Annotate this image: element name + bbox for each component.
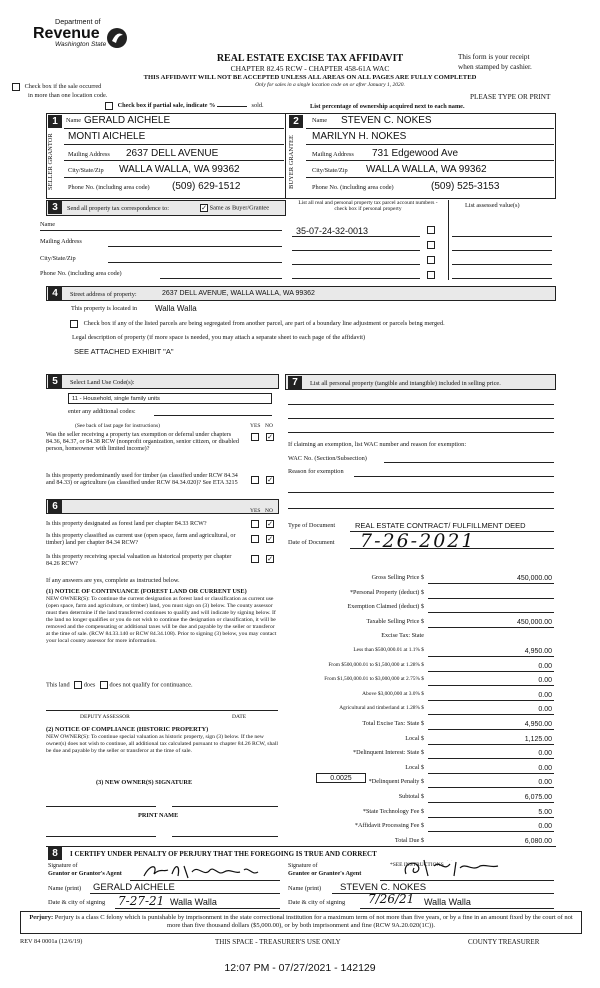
street-value[interactable]: 2637 DELL AVENUE, WALLA WALLA, WA 99362 [162,290,315,297]
tax-row-line [428,583,554,584]
tax-row-label: Local $ [405,763,424,771]
seller-phone[interactable]: (509) 629-1512 [172,181,241,192]
grantor-signature[interactable] [140,860,280,882]
parcel-line4 [292,278,420,279]
doc-date-value[interactable]: 7-26-2021 [360,530,476,552]
tax-row-label: Exemption Claimed (deduct) $ [347,603,424,611]
tax-row-value[interactable]: 450,000.00 [516,618,552,626]
buyer-name-label: Name [312,117,328,124]
treasurer-space: THIS SPACE - TREASURER'S USE ONLY [215,938,341,946]
tax-row-value[interactable]: 0.00 [538,779,552,787]
tax-row-value[interactable]: 1,125.00 [524,735,552,743]
grantee-sig-label2: Grantee or Grantee's Agent [288,870,362,877]
section-5-number: 5 [48,375,62,388]
buyer-address[interactable]: 731 Edgewood Ave [372,148,459,159]
this-land-label: This land [46,681,70,689]
tax-row-label: *Personal Property (deduct) $ [349,588,424,596]
parcel-checkbox-4[interactable] [427,271,435,279]
seller-address[interactable]: 2637 DELL AVENUE [126,148,219,159]
print-name-line2 [172,836,278,837]
sold-label: sold. [251,102,264,110]
s6-question1: Is this property designated as forest land per chapter 84.33 RCW? [46,521,207,527]
tax-row-value[interactable]: 0.00 [538,750,552,758]
receipt-note1: This form is your receipt [458,53,530,61]
notice2-body: NEW OWNER(S): To continue special valuation as historic property, sign (3) below. If the new owner(s) does not wish to continue, all additional tax calculated pursuant to chapter 84.26 RCW, shall be due and payable by the seller or transferor at the time of sale. [46,734,278,754]
doc-type-label: Type of Document [288,522,336,529]
parcel-line1 [292,236,420,237]
same-as-row [200,204,269,212]
does-not-checkbox[interactable] [100,681,108,689]
tax-row-line [428,714,554,715]
tax-row-value[interactable]: 0.00 [538,764,552,772]
street-label: Street address of property: [70,291,137,298]
s5-q2-yes[interactable] [251,476,259,484]
buyer-city-label: City/State/Zip [312,167,348,174]
tax-row-line [428,612,554,613]
s6-question2: Is this property classified as current use (open space, farm and agricultural, or timber) land per chapter 84.34 RCW? [46,533,236,546]
seller-row-line1 [64,128,284,129]
legal-label: Legal description of property (if more space is needed, you may attach a separate sheet to each page of the affidavit) [72,334,366,341]
seller-name-label: Name [66,117,82,124]
local-rate-field[interactable]: 0.0025 [316,773,366,783]
buyer-phone-label: Phone No. (including area code) [312,184,394,191]
s5-yes-label: YES [250,423,261,429]
doc-date-label: Date of Document [288,539,335,546]
tax-row-line [428,656,554,657]
section-6-number: 6 [48,500,62,513]
receipt-stamp: 12:07 PM - 07/27/2021 - 142129 [224,962,376,974]
s3-line3 [108,262,282,263]
grantor-date-label: Date & city of signing [48,899,106,906]
buyer-address-label: Mailing Address [312,151,354,158]
multi-location-label2: in more than one location code. [28,92,108,99]
parcel-checkbox-3[interactable] [427,256,435,264]
buyer-row-line1 [306,128,554,129]
other-codes-label: enter any additional codes: [68,408,136,415]
ownership-note: List percentage of ownership acquired next to each name. [310,103,465,110]
land-use-select[interactable]: 11 - Household, single family units [68,393,272,404]
s5-no-label: NO [265,423,273,429]
s7-line1 [288,404,554,405]
parcel-number[interactable]: 35-07-24-32-0013 [296,226,369,236]
perjury-box [20,911,582,934]
assessed-line1 [452,236,552,237]
tax-row-label: Excise Tax: State [381,632,424,640]
deputy-line [46,710,278,711]
dept-line1: Department of [55,17,101,26]
grantee-date-line [360,908,554,909]
notice1-body: NEW OWNER(S): To continue the current designation as forest land or classification as current use (open space, farm and agriculture, or timber) land, you must sign on (3) below. The county assessor must then determine if the land transferred continues to qualify and will indicate by signing below. If the land no longer qualifies or you do not wish to continue the designation or classification, it will be removed and the compensating or additional taxes will be due and payable by the seller or transferor at the time of sale. (RCW 84.33.140 or RCW 84.34.108). Prior to signing (3) below, you may contact your local county assessor for more information. [46,596,277,644]
partial-sale-checkbox[interactable] [105,102,113,110]
buyer-city[interactable]: WALLA WALLA, WA 99362 [366,164,487,175]
land-use-label: Select Land Use Code(s): [70,379,135,386]
exemption-label: If claiming an exemption, list WAC number and reason for exemption: [288,441,467,448]
section-2-number: 2 [289,115,303,128]
print-name-line1 [46,836,156,837]
grantee-signature[interactable] [400,856,520,880]
grantor-sig-line [130,880,280,881]
section-8-number: 8 [48,847,62,860]
grantee-city[interactable]: Walla Walla [424,897,471,907]
grantee-name-line [332,893,554,894]
tax-row-label: Agricultural and timberland at 1.28% $ [339,705,424,712]
s3-line1 [40,230,282,231]
grantor-sig-label2: Grantor or Grantor's Agent [48,870,122,877]
notice2-title: (2) NOTICE OF COMPLIANCE (HISTORIC PROPERTY) [46,726,209,733]
s5-q2-no[interactable]: ✓ [267,476,273,484]
s3-city-label: City/State/Zip [40,255,76,262]
receipt-note2: when stamped by cashier. [458,63,532,71]
buyer-name2[interactable]: MARILYN H. NOKES [312,131,407,142]
deputy-label: DEPUTY ASSESSOR [80,714,130,720]
s3-line4 [160,278,282,279]
tax-row-line [428,787,554,788]
tax-row-label: Gross Selling Price $ [371,574,424,581]
assessed-line3 [452,264,552,265]
seller-name1[interactable]: GERALD AICHELE [84,115,171,126]
reason-label: Reason for exemption [288,468,344,475]
same-as-label: Same as Buyer/Grantee [209,204,270,212]
this-land-row [46,681,193,689]
personal-prop-label: List all personal property (tangible and intangible) included in selling price. [310,380,501,387]
subwarning-line: Only for sales in a single location code on or after January 1, 2020. [255,82,405,88]
tax-row-line [428,817,554,818]
perjury-text: Perjury is a class C felony which is punishable by imprisonment in the state correctional institution for a maximum term of not more than five years, or by a fine in an amount fixed by the court of not more than five thousand dollars ($5,000.00), or by both imprisonment and fine (RCW 9A.20.020(1C)). [54,914,573,929]
reason-line2 [288,492,554,493]
seller-row-line2 [64,144,284,145]
s3-line2 [108,246,282,247]
tax-row-label: *State Technology Fee $ [362,807,424,815]
legal-value[interactable]: SEE ATTACHED EXHIBIT "A" [74,347,174,356]
s6-no-label: NO [265,508,273,514]
seller-row-line4 [64,177,284,178]
grantor-date-line [115,908,280,909]
assessed-line4 [452,278,552,279]
tax-row-line [428,671,554,672]
segregated-checkbox[interactable] [70,320,78,328]
seller-side-label: SELLER GRANTOR [47,133,54,191]
send-to-label: Send all property tax correspondence to: [67,205,169,212]
tax-row-label: Total Due $ [394,836,424,844]
tax-row-line [428,773,554,774]
tax-row-label: From $500,000.01 to $1,500,000 at 1.28% $ [328,661,424,668]
dept-line3: Washington State [55,41,107,48]
tax-row-label: *Affidavit Processing Fee $ [354,822,424,830]
section-3-number: 3 [48,201,62,214]
located-label: This property is located in [71,305,138,312]
tax-row-line [428,685,554,686]
tax-row-label: Above $3,000,000 at 3.0% $ [362,690,424,697]
grantor-name[interactable]: GERALD AICHELE [93,882,175,893]
grantor-sig-label1: Signature of [48,863,78,869]
section-7-number: 7 [288,376,302,389]
print-name-label: PRINT NAME [138,812,179,819]
tax-row-value[interactable]: 6,075.00 [524,794,552,801]
tax-row-line [428,758,554,759]
does-checkbox[interactable] [74,681,82,689]
tax-row-label: Less than $500,000.01 at 1.1% $ [353,647,424,653]
wac-line [384,462,554,463]
s5-q1-yes[interactable] [251,433,259,441]
tax-row-line [428,831,554,832]
tax-row-line [428,627,554,628]
multi-location-checkbox[interactable] [12,83,20,91]
tax-row-value[interactable]: 4,950.00 [524,721,552,728]
buyer-row-line4 [306,177,554,178]
see-instructions: *SEE INSTRUCTIONS [390,862,444,868]
tax-row-value[interactable]: 6,080.00 [524,837,552,845]
tax-row-line [428,802,554,803]
tax-row-label: *Delinquent Penalty $ [368,778,424,786]
buyer-phone[interactable]: (509) 525-3153 [431,181,500,192]
section-6-bar [46,499,279,514]
parcel-checkbox-2[interactable] [427,241,435,249]
other-codes-line [154,415,272,416]
grantee-name-label: Name (print) [288,885,322,892]
s6-q2-no[interactable]: ✓ [267,535,273,543]
does-not-label: does not qualify for continuance. [109,681,193,689]
notice1-title: (1) NOTICE OF CONTINUANCE (FOREST LAND OR CURRENT USE) [46,588,247,595]
tax-row-line [428,729,554,730]
reason-line3 [288,508,554,509]
perjury-label: Perjury: [29,914,54,921]
doc-date-line [350,548,554,549]
multi-location-label: Check box if the sale occurred [24,83,102,91]
warning-line: THIS AFFIDAVIT WILL NOT BE ACCEPTED UNLESS ALL AREAS ON ALL PAGES ARE FULLY COMPLETED [143,74,477,81]
s6-q3-yes[interactable] [251,555,259,563]
tax-row-label: Taxable Selling Price $ [366,617,424,625]
grantee-date[interactable]: 7/26/21 [368,892,415,906]
s3-mailing-label: Mailing Address [40,238,82,245]
grantor-city[interactable]: Walla Walla [170,897,217,907]
partial-sale-field[interactable] [217,106,247,107]
revenue-logo [33,17,133,48]
grantee-sig-line [380,880,554,881]
s7-line3 [288,432,554,433]
buyer-name1[interactable]: STEVEN C. NOKES [341,115,432,126]
grantor-name-label: Name (print) [48,885,82,892]
partial-sale-row [105,102,264,110]
seller-phone-label: Phone No. (including area code) [68,184,150,191]
does-label: does [83,681,96,689]
tax-row-label: *Delinquent Interest: State $ [353,749,424,757]
segregated-label: Check box if any of the listed parcels are being segregated from another parcel, are part of a boundary line adjustment or parcels being merged. [83,320,445,328]
wac-label: WAC No. (Section/Subsection) [288,455,367,462]
s6-q3-no[interactable]: ✓ [267,555,273,563]
assessed-line2 [452,250,552,251]
tax-row-label: Total Excise Tax: State $ [362,720,424,727]
deputy-date-label: DATE [232,714,247,720]
same-as-checkbox[interactable]: ✓ [201,204,207,212]
certify-line: I CERTIFY UNDER PENALTY OF PERJURY THAT THE FOREGOING IS TRUE AND CORRECT [70,850,377,858]
s3-phone-label: Phone No. (including area code) [40,270,122,277]
tax-row-label: Local $ [405,734,424,742]
tax-row-line [428,744,554,745]
s7-line2 [288,418,554,419]
tax-row-line [428,700,554,701]
s6-q2-yes[interactable] [251,535,259,543]
s3-name-label: Name [40,221,56,228]
seller-city[interactable]: WALLA WALLA, WA 99362 [119,164,240,175]
form-title: REAL ESTATE EXCISE TAX AFFIDAVIT [216,53,404,64]
grantor-date[interactable]: 7-27-21 [118,894,165,908]
tax-row-value[interactable]: 0.00 [538,677,552,685]
doc-type-value[interactable]: REAL ESTATE CONTRACT/ FULFILLMENT DEED [355,521,526,530]
buyer-row-line2 [306,144,554,145]
s6-q1-yes[interactable] [251,520,259,528]
new-owner-sig-line2 [172,806,278,807]
s6-question3: Is this property receiving special valuation as historical property per chapter 84.26 RCW? [46,554,232,567]
tax-row-value[interactable]: 0.00 [538,823,552,831]
partial-sale-label: Check box if partial sale, indicate % [117,102,216,110]
grantee-name[interactable]: STEVEN C. NOKES [340,882,427,893]
buyer-row-line3 [306,160,554,161]
dept-line2: Revenue [33,25,100,42]
tax-row-value[interactable]: 5.00 [538,808,552,816]
notice3-title: (3) NEW OWNER(S) SIGNATURE [96,779,193,786]
parcels-header: List all real and personal property tax parcel account numbers - check box if personal property [298,200,438,212]
if-yes-note: If any answers are yes, complete as instructed below. [46,577,180,584]
please-type: PLEASE TYPE OR PRINT [470,93,551,101]
tax-row-value[interactable]: 4,950.00 [524,648,552,655]
parcel-line3 [292,264,420,265]
grantee-date-label: Date & city of signing [288,899,346,906]
tax-row-value[interactable]: 0.00 [538,691,552,699]
section-3-divider [448,200,449,280]
grantee-sig-label1: Signature of [288,863,318,869]
revenue-logo-icon [105,26,129,50]
parties-divider [285,113,286,199]
tax-row-value[interactable]: 0.00 [538,662,552,670]
segregated-row [70,320,445,328]
parcel-line2 [292,250,420,251]
seller-row-line3 [64,160,284,161]
tax-row-value[interactable]: 450,000.00 [516,575,552,582]
county-treasurer: COUNTY TREASURER [468,938,540,946]
s5-q1-no[interactable]: ✓ [267,433,273,441]
buyer-side-label: BUYER GRANTEE [288,135,295,189]
chapter-line: CHAPTER 82.45 RCW - CHAPTER 458-61A WAC [230,64,390,73]
section-4-number: 4 [48,287,62,300]
multi-location-row [12,83,101,91]
reason-line1 [354,476,554,477]
located-value[interactable]: Walla Walla [155,304,197,313]
tax-row-value[interactable]: 0.00 [538,706,552,714]
s5-question1: Was the seller receiving a property tax exemption or deferral under chapters 84.36, 84.37, or 84.38 RCW (nonprofit organization, senior citizen, or disabled person, homeowner with limited income)? [46,432,239,453]
section-1-number: 1 [48,115,62,128]
assessed-header: List assessed value(s) [465,202,520,209]
tax-row-label: Subtotal $ [398,793,424,800]
see-back-note: (See back of last page for instructions) [75,423,160,429]
seller-name2[interactable]: MONTI AICHELE [68,131,146,142]
form-revision: REV 84 0001a (12/6/19) [20,938,83,945]
seller-address-label: Mailing Address [68,151,110,158]
parcel-checkbox-1[interactable] [427,226,435,234]
tax-row-line [428,598,554,599]
s6-yes-label: YES [250,508,261,514]
tax-row-label: From $1,500,000.01 to $3,000,000 at 2.75% $ [324,676,424,683]
s6-q1-no[interactable]: ✓ [267,520,273,528]
seller-city-label: City/State/Zip [68,167,104,174]
new-owner-sig-line1 [46,806,156,807]
s5-question2: Is this property predominantly used for timber (as classified under RCW 84.34 and 84.33) or agriculture (as classified under RCW 84.34.020)? See ETA 3215 [46,473,238,486]
